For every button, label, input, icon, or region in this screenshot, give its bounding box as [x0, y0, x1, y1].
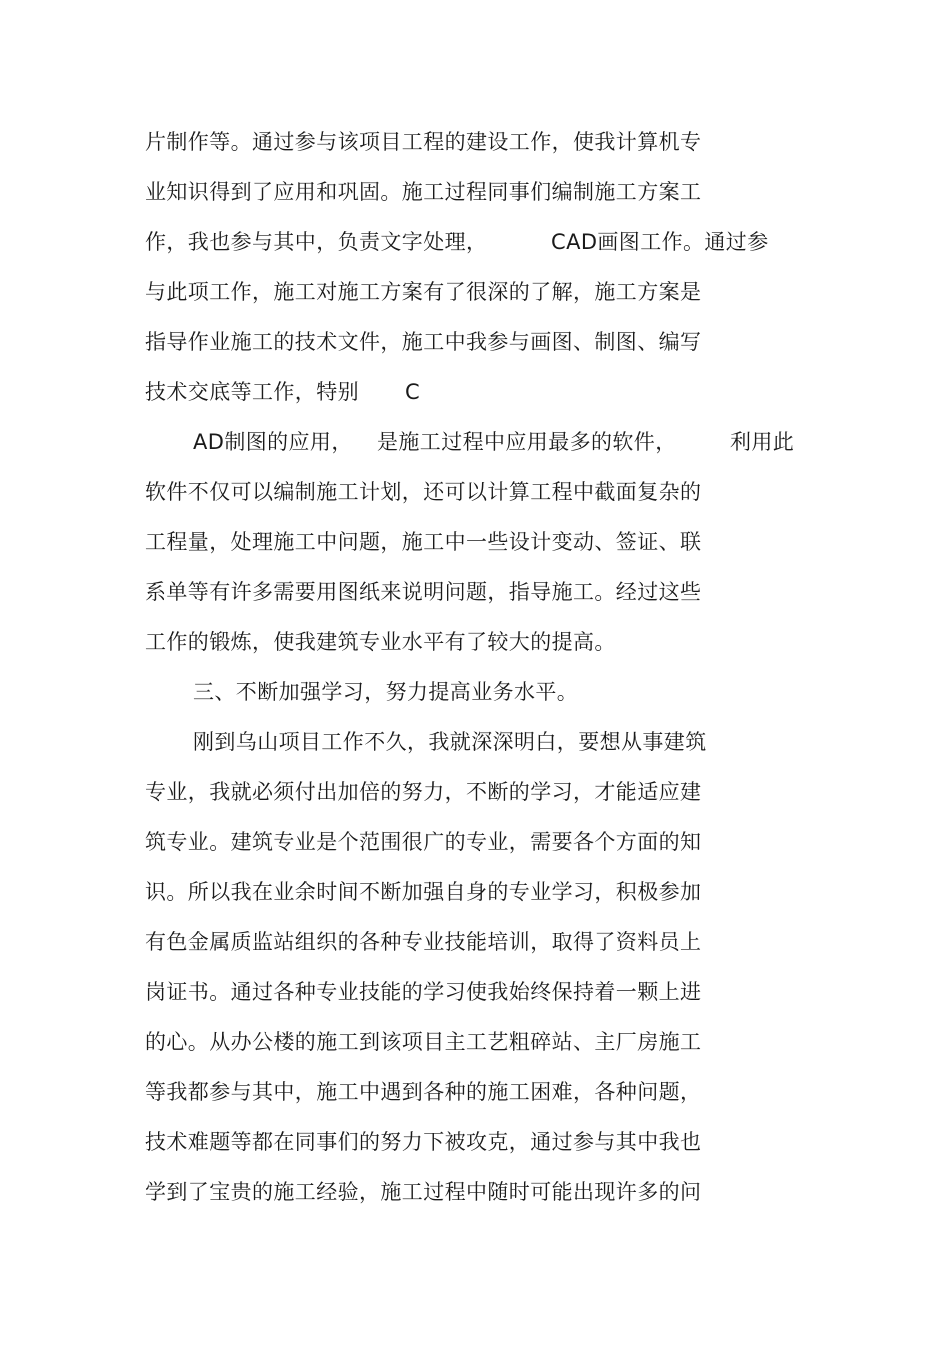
text-line: 专业，我就必须付出加倍的努力，不断的学习，才能适应建 — [145, 780, 702, 804]
text-segment: 作，我也参与其中，负责文字处理， — [145, 230, 488, 254]
text-segment: C — [405, 380, 421, 404]
text-line: 识。所以我在业余时间不断加强自身的专业学习，积极参加 — [145, 880, 702, 904]
text-line: 学到了宝贵的施工经验，施工过程中随时可能出现许多的问 — [145, 1180, 702, 1204]
text-line: 岗证书。通过各种专业技能的学习使我始终保持着一颗上进 — [145, 980, 702, 1004]
text-segment: CAD画图工作。通过参 — [551, 230, 769, 254]
text-line: 的心。从办公楼的施工到该项目主工艺粗碎站、主厂房施工 — [145, 1030, 702, 1054]
text-line: 工作的锻炼，使我建筑专业水平有了较大的提高。 — [145, 630, 616, 654]
text-line: 筑专业。建筑专业是个范围很广的专业，需要各个方面的知 — [145, 830, 702, 854]
text-segment: AD制图的应用， — [193, 430, 353, 454]
text-line: 工程量，处理施工中问题，施工中一些设计变动、签证、联 — [145, 530, 702, 554]
text-segment: 技术交底等工作，特别 — [145, 380, 359, 404]
section-heading: 三、不断加强学习，努力提高业务水平。 — [193, 680, 579, 704]
text-line — [145, 228, 769, 256]
text-line: 等我都参与其中，施工中遇到各种的施工困难，各种问题， — [145, 1080, 702, 1104]
text-line — [145, 428, 795, 456]
text-line: 系单等有许多需要用图纸来说明问题，指导施工。经过这些 — [145, 580, 702, 604]
text-line: 有色金属质监站组织的各种专业技能培训，取得了资料员上 — [145, 930, 702, 954]
text-line: 指导作业施工的技术文件，施工中我参与画图、制图、编写 — [145, 330, 702, 354]
text-line — [145, 378, 421, 406]
text-line: 业知识得到了应用和巩固。施工过程同事们编制施工方案工 — [145, 180, 702, 204]
text-line: 与此项工作，施工对施工方案有了很深的了解，施工方案是 — [145, 280, 702, 304]
text-line: 片制作等。通过参与该项目工程的建设工作，使我计算机专 — [145, 130, 702, 154]
text-segment: 利用此 — [730, 430, 795, 454]
text-line: 技术难题等都在同事们的努力下被攻克，通过参与其中我也 — [145, 1130, 702, 1154]
text-line: 软件不仅可以编制施工计划，还可以计算工程中截面复杂的 — [145, 480, 702, 504]
text-line: 刚到乌山项目工作不久，我就深深明白，要想从事建筑 — [193, 730, 707, 754]
text-segment: 是施工过程中应用最多的软件， — [377, 430, 677, 454]
